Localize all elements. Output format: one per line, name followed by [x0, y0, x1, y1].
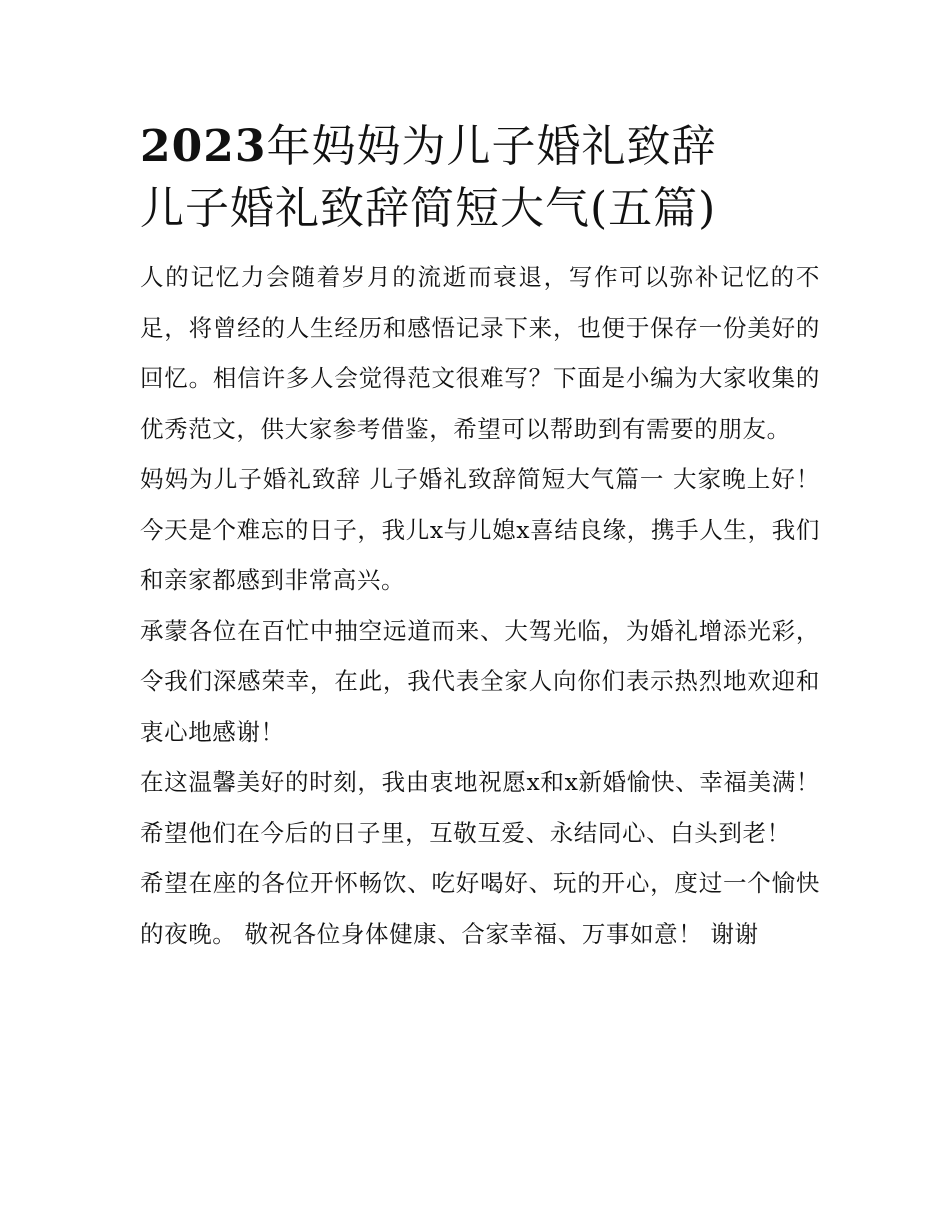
speech-paragraph-greeting: 妈妈为儿子婚礼致辞 儿子婚礼致辞简短大气篇一 大家晚上好！ 今天是个难忘的日子，我儿x与儿媳x喜结良缘，携手人生，我们和亲家都感到非常高兴。	[140, 465, 820, 594]
speech-paragraph-wishes: 在这温馨美好的时刻，我由衷地祝愿x和x新婚愉快、幸福美满！希望他们在今后的日子里，互敬互爱、永结同心、白头到老！	[140, 768, 820, 847]
document-page	[140, 116, 820, 959]
title-year: 2023	[140, 121, 267, 172]
intro-paragraph: 人的记忆力会随着岁月的流逝而衰退，写作可以弥补记忆的不足，将曾经的人生经历和感悟记录下来，也便于保存一份美好的回忆。相信许多人会觉得范文很难写？下面是小编为大家收集的优秀范文，供大家参考借鉴，希望可以帮助到有需要的朋友。	[140, 263, 820, 443]
title-line-1	[140, 116, 820, 178]
speech-paragraph-closing: 希望在座的各位开怀畅饮、吃好喝好、玩的开心，度过一个愉快的夜晚。 敬祝各位身体健康、合家幸福、万事如意！ 谢谢	[140, 869, 820, 948]
document-title	[140, 116, 820, 240]
title-line-1-text: 年妈妈为儿子婚礼致辞	[266, 121, 717, 172]
title-line-2: 儿子婚礼致辞简短大气(五篇)	[140, 183, 717, 234]
document-body	[140, 252, 820, 959]
speech-paragraph-thanks: 承蒙各位在百忙中抽空远道而来、大驾光临，为婚礼增添光彩，令我们深感荣幸，在此，我代表全家人向你们表示热烈地欢迎和衷心地感谢！	[140, 616, 820, 746]
